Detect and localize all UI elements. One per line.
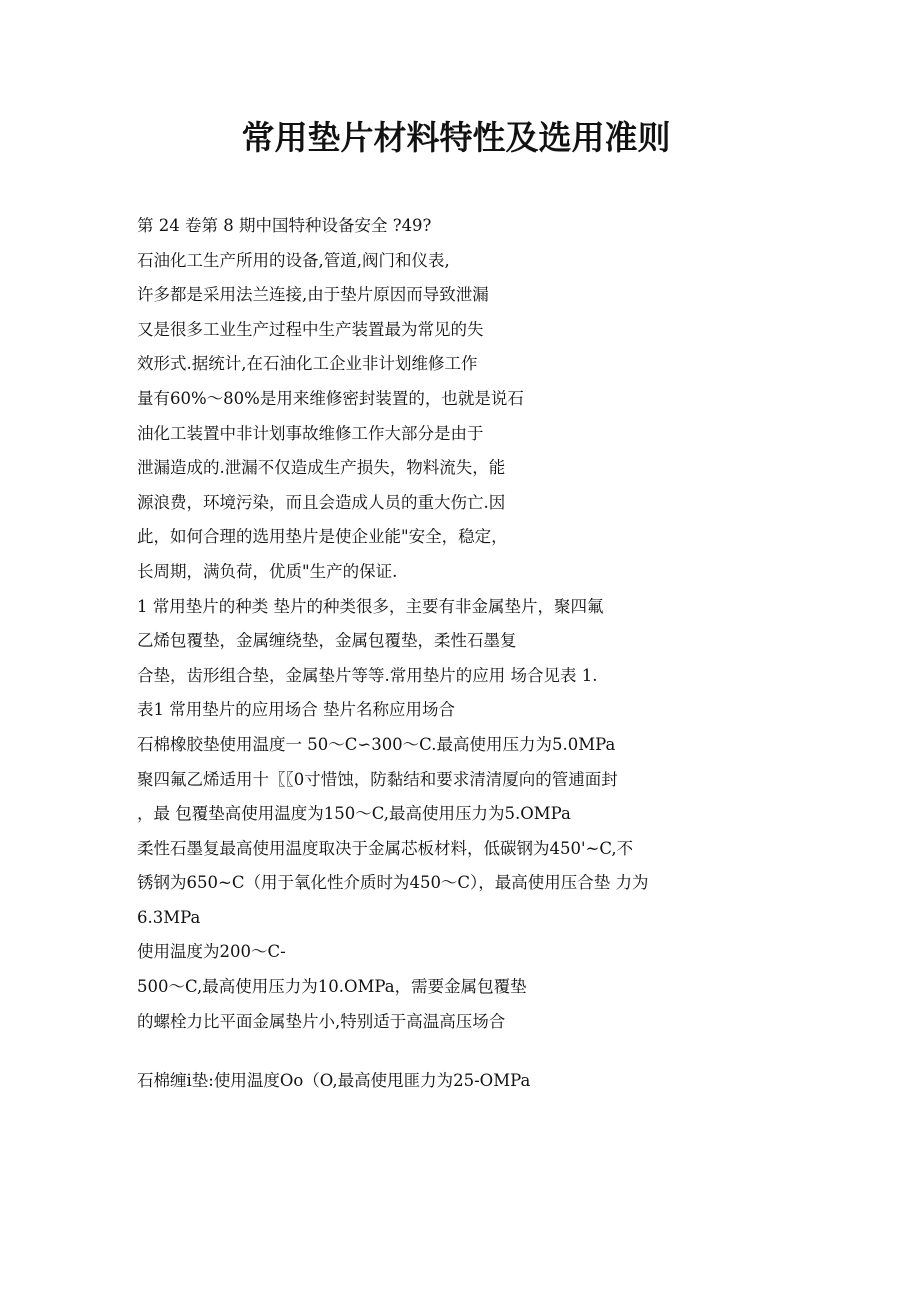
text-line: 效形式.据统计,在石油化工企业非计划维修工作 <box>137 354 478 374</box>
text-line: 第 24 卷第 8 期中国特种设备安全 ?49? <box>137 216 432 235</box>
text-line: 源浪费，环境污染，而且会造成人员的重大伤亡.因 <box>137 492 506 512</box>
text-line: 1 常用垫片的种类 垫片的种类很多，主要有非金属垫片，聚四氟 <box>137 596 604 616</box>
text-line: 500〜C,最高使用压力为10.OMPa，需要金属包覆垫 <box>137 977 527 997</box>
text-line: 石棉橡胶垫使用温度一 50〜C∽300〜C.最高使用压力为5.0MPa <box>137 734 616 754</box>
text-line: 的螺栓力比平面金属垫片小,特别适于高温高压场合 <box>137 1011 506 1031</box>
table-caption: 表1 常用垫片的应用场合 垫片名称应用场合 <box>137 700 455 720</box>
text-line: 油化工装置中非计划事故维修工作大部分是由于 <box>137 423 484 443</box>
text-line: 使用温度为200〜C- <box>137 942 286 962</box>
text-line: 合垫，齿形组合垫，金属垫片等等.常用垫片的应用 场合见表 1. <box>137 665 598 685</box>
text-line: 聚四氟乙烯适用十〖〖0寸惜蚀，防黏结和要求清清厦向的管逋面封 <box>137 769 618 789</box>
text-line: 石油化工生产所用的设备,管道,阀门和仪表, <box>137 250 450 270</box>
text-line: ，最 包覆垫高使用温度为150〜C,最高使用压力为5.OMPa <box>137 804 571 824</box>
paragraph-gap <box>137 1039 837 1064</box>
text-line: 6.3MPa <box>137 907 201 927</box>
document-title: 常用垫片材料特性及选用准则 <box>241 118 671 157</box>
text-line: 此，如何合理的选用垫片是使企业能"安全，稳定， <box>137 527 508 547</box>
text-line: 长周期，满负荷，优质"生产的保证. <box>137 561 398 581</box>
text-line: 乙烯包覆垫，金属缠绕垫，金属包覆垫，柔性石墨复 <box>137 631 517 651</box>
text-line: 柔性石墨复最高使用温度取决于金属芯板材料，低碳钢为450'~C,不 <box>137 838 634 858</box>
document-body <box>137 209 837 1099</box>
text-line: 量有60%〜80%是用来维修密封装置的，也就是说石 <box>137 388 524 408</box>
text-line: 又是很多工业生产过程中生产装置最为常见的失 <box>137 319 484 339</box>
text-line: 许多都是采用法兰连接,由于垫片原因而导致泄漏 <box>137 285 489 305</box>
text-line: 泄漏造成的.泄漏不仅造成生产损失，物料流失，能 <box>137 458 506 478</box>
text-line: 锈钢为650~C（用于氧化性介质时为450〜C），最高使用压合垫 力为 <box>137 873 649 893</box>
text-line-final: 石棉缠i垫:使用温度Oo（O,最高使甩匪力为25-OMPa <box>137 1071 531 1091</box>
